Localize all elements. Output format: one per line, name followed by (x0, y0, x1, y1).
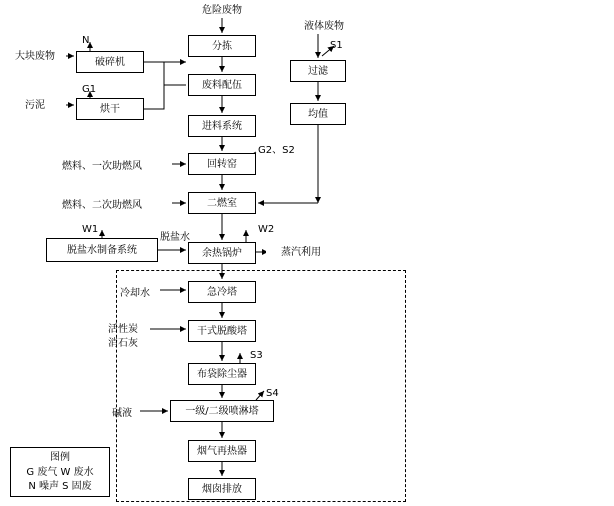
node-label: 一级/二级喷淋塔 (185, 405, 259, 417)
annotation-s4: S4 (266, 388, 279, 399)
node-label: 急冷塔 (207, 286, 237, 298)
process-node-peiwu (188, 74, 256, 96)
node-label: 分拣 (212, 40, 232, 52)
node-label: 危险废物 (202, 4, 242, 16)
node-label: 二燃室 (207, 197, 237, 209)
process-node-tuoyan (46, 238, 158, 262)
annotation-g1: G1 (82, 84, 97, 95)
process-node-yancong (188, 478, 256, 500)
node-label: 回转窑 (207, 158, 237, 170)
process-node-yeti (290, 18, 358, 34)
process-node-junzhi (290, 103, 346, 125)
process-node-zairere (188, 440, 256, 462)
annotation-ranliao1: 燃料、一次助燃风 (62, 161, 142, 172)
process-node-ganshi (188, 320, 256, 342)
node-label: 过滤 (308, 65, 328, 77)
process-node-guolv (290, 60, 346, 82)
annotation-tuoyanshui: 脱盐水 (160, 232, 190, 243)
node-label: 布袋除尘器 (197, 368, 247, 380)
legend-box (10, 447, 110, 497)
legend-title: 图例 (50, 452, 70, 463)
legend-line-2: N 噪声 S 固废 (28, 481, 92, 492)
legend-line-1: G 废气 W 废水 (26, 466, 94, 478)
annotation-lengqueshui: 冷却水 (120, 288, 150, 299)
annotation-huoxingtan: 活性炭 (108, 324, 138, 335)
annotation-s3: S3 (250, 350, 263, 361)
node-label: 烘干 (100, 103, 120, 115)
process-node-huizhuan (188, 153, 256, 175)
node-label: 余热锅炉 (202, 247, 242, 259)
node-label: 污泥 (25, 99, 45, 111)
node-label: 蒸汽利用 (281, 246, 321, 258)
node-label: 烟囱排放 (202, 483, 242, 495)
node-label: 大块废物 (15, 50, 55, 62)
process-node-posuiji (76, 51, 144, 73)
process-node-fenjian (188, 35, 256, 57)
annotation-s1: S1 (330, 40, 343, 51)
node-label: 干式脱酸塔 (197, 325, 247, 337)
process-node-yure (188, 242, 256, 264)
process-node-hongan (76, 98, 144, 120)
process-node-jileng (188, 281, 256, 303)
node-label: 废料配伍 (202, 79, 242, 91)
annotation-w2: W2 (258, 224, 275, 235)
process-node-dakuai (4, 46, 66, 66)
annotation-n: N (82, 35, 90, 46)
process-node-penlin (170, 400, 274, 422)
annotation-xiaoshihui: 消石灰 (108, 338, 138, 349)
node-label: 进料系统 (202, 120, 242, 132)
process-node-zhengqi (266, 243, 336, 261)
node-label: 破碎机 (95, 56, 125, 68)
process-node-erranshi (188, 192, 256, 214)
annotation-jianye: 碱液 (112, 408, 132, 419)
process-node-budai (188, 363, 256, 385)
annotation-ranliao2: 燃料、二次助燃风 (62, 200, 142, 211)
node-label: 烟气再热器 (197, 445, 247, 457)
process-node-wuni (4, 95, 66, 115)
process-node-weixian (188, 2, 256, 18)
node-label: 脱盐水制备系统 (67, 244, 137, 256)
node-label: 均值 (308, 108, 328, 120)
process-node-jinliao (188, 115, 256, 137)
node-label: 液体废物 (304, 20, 344, 32)
annotation-w1: W1 (82, 224, 99, 235)
annotation-g2s2: G2、S2 (258, 145, 295, 156)
